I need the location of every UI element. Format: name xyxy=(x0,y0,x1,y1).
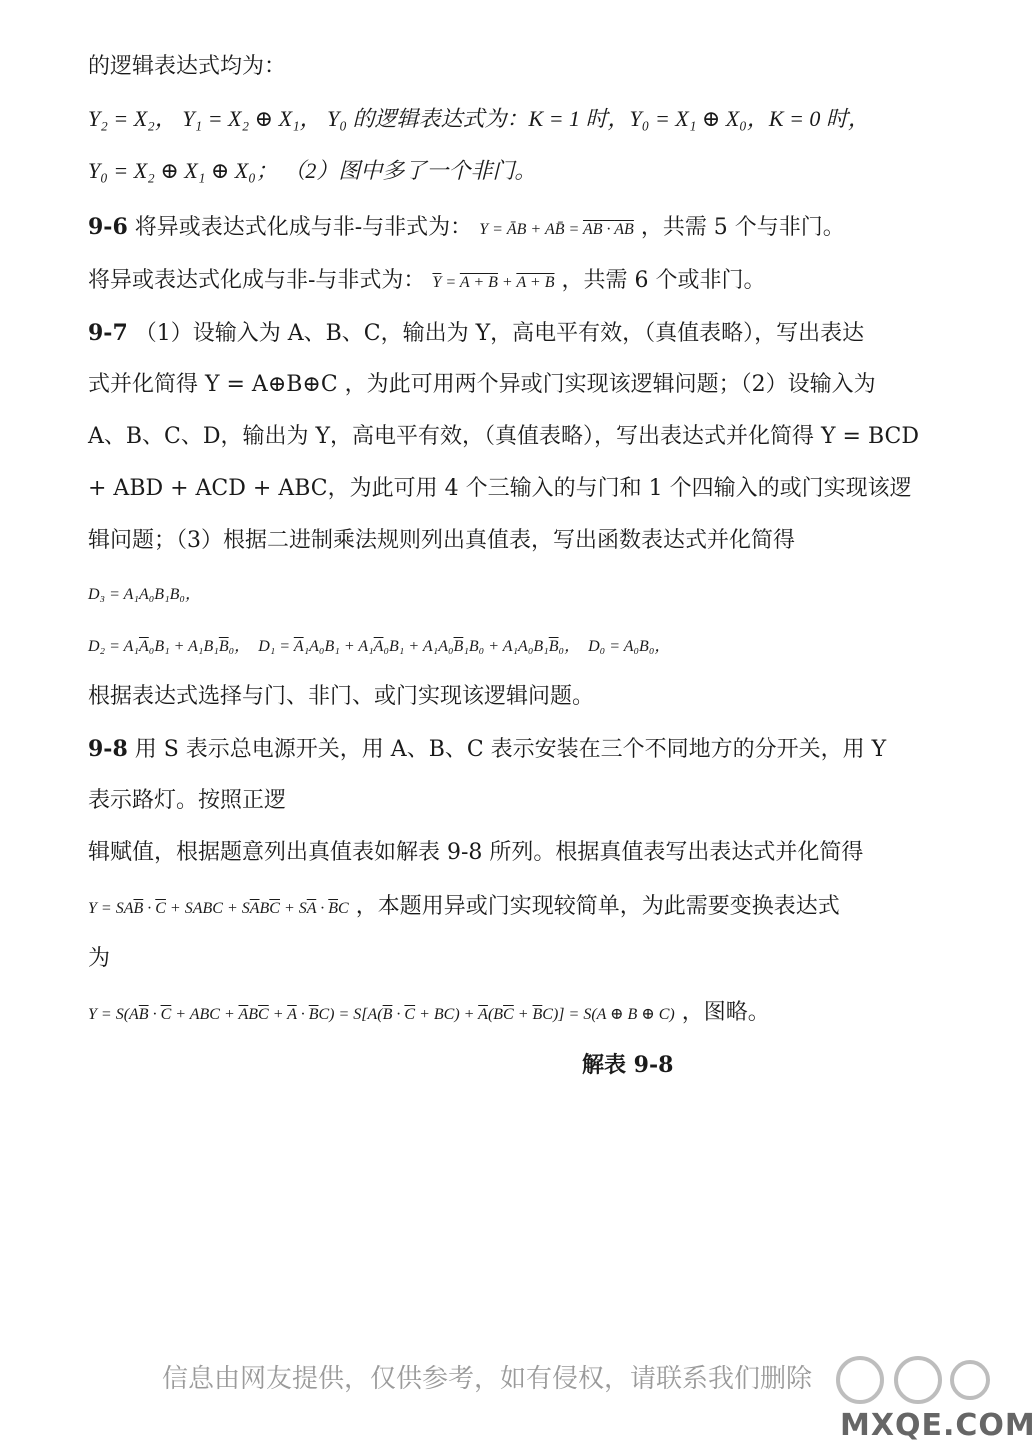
watermark-text: MXQE.COM xyxy=(840,1408,1036,1443)
problem-9-7 xyxy=(88,318,920,349)
formula: Y₀ = X₂ ⊕ X₁ ⊕ X₀； （2）图中多了一个非门。 xyxy=(88,158,537,183)
formula-d0: D₀ = A₀B₀， xyxy=(588,638,671,655)
text: 式并化简得 Y = A⊕B⊕C ，为此可用两个异或门实现该逻辑问题；（2）设输入为 xyxy=(88,372,876,397)
problem-9-6-continued xyxy=(88,266,920,298)
formula: Y = ĀB + AB̄ = xyxy=(479,221,583,238)
formula-d2: $D_2 = A_1\overline{A}_0B_1 + A_1B_1\overline{B}_0$， xyxy=(88,638,251,655)
text: 根据表达式选择与门、非门、或门实现该逻辑问题。 xyxy=(88,684,595,709)
formula: Y₂ = X₂， Y₁ = X₂ ⊕ X₁， Y₀ 的逻辑表达式为：K = 1 时，Y₀ = X₁ ⊕ X₀，K = 0 时， xyxy=(88,106,870,131)
text-line xyxy=(88,370,920,400)
text: 为 xyxy=(88,946,111,971)
problem-number: 9-7 xyxy=(88,320,128,346)
text: ，本题用异或门实现较简单，为此需要变换表达式 xyxy=(355,894,840,919)
table-caption: 解表 9-8 xyxy=(582,1052,674,1078)
text-line xyxy=(88,526,920,556)
text-line xyxy=(88,786,920,816)
problem-number: 9-8 xyxy=(88,736,128,762)
formula: D₃ = A₁A₀B₁B₀， xyxy=(88,586,201,603)
problem-9-6 xyxy=(88,212,920,245)
nor-expression: $\overline{Y} = A + B + A + B$ xyxy=(432,274,555,291)
formula-y: $Y = SA\overline{B} \cdot \overline{C}$ + SABC + $S\overline{A}B\overline{C} + S\overline{A} \cdot \overline{B}C$ xyxy=(88,900,349,917)
formula-line xyxy=(88,998,920,1030)
formula-d1: $D_1 = \overline{A}_1A_0B_1 + A_1\overline{A}_0B_1 + A_1A_0\overline{B}_1B_0 + A_1A_0B_1\overline{B}_0$， xyxy=(258,638,581,655)
text: 的逻辑表达式均为： xyxy=(88,54,287,79)
text: 辑问题；（3）根据二进制乘法规则列出真值表，写出函数表达式并化简得 xyxy=(88,528,795,553)
formula-line xyxy=(88,892,920,924)
text-line xyxy=(88,474,920,504)
text-line xyxy=(88,682,920,712)
formula-line xyxy=(88,104,920,134)
problem-9-8 xyxy=(88,734,920,765)
nand-expression: AB · AB xyxy=(583,221,634,238)
text: A、B、C、D，输出为 Y，高电平有效，（真值表略），写出表达式并化简得 Y = BCD xyxy=(88,424,920,449)
formula-line xyxy=(88,580,920,610)
formula-y-transformed: $Y = S(A\overline{B} \cdot \overline{C}$ + ABC + $\overline{A}B\overline{C} + \overline{A} \cdot \overline{B}C) = S[A(\overline{B} \cdot \overline{C} + BC) + \overline{A}(B\overline{C} + \overline{B}C)] = S(A$ ⊕ B ⊕ C) xyxy=(88,1006,675,1023)
disclaimer-footer: 信息由网友提供，仅供参考，如有侵权，请联系我们删除 xyxy=(162,1364,813,1394)
text: 将异或表达式化成与非-与非式为： xyxy=(134,215,473,240)
text: ，共需 6 个或非门。 xyxy=(561,268,766,293)
formula-line xyxy=(88,156,920,186)
problem-number: 9-6 xyxy=(88,214,128,240)
text: 用 S 表示总电源开关，用 A、B、C 表示安装在三个不同地方的分开关，用 Y xyxy=(134,737,887,762)
text-line xyxy=(88,944,920,974)
text-line xyxy=(88,422,920,452)
text: ，共需 5 个与非门。 xyxy=(640,215,845,240)
formula-line-d2-d1-d0 xyxy=(88,632,920,662)
text: + ABD + ACD + ABC，为此可用 4 个三输入的与门和 1 个四输入的或门实现该逻 xyxy=(88,476,912,501)
text: 将异或表达式化成与非-与非式为： xyxy=(88,268,426,293)
text: 辑赋值，根据题意列出真值表如解表 9-8 所列。根据真值表写出表达式并化简得 xyxy=(88,840,864,865)
text-line xyxy=(88,52,920,82)
text-line xyxy=(88,838,920,868)
text: 表示路灯。按照正逻 xyxy=(88,788,287,813)
text: （1）设输入为 A、B、C，输出为 Y，高电平有效，（真值表略），写出表达 xyxy=(134,321,865,346)
text: ，图略。 xyxy=(681,1000,770,1025)
